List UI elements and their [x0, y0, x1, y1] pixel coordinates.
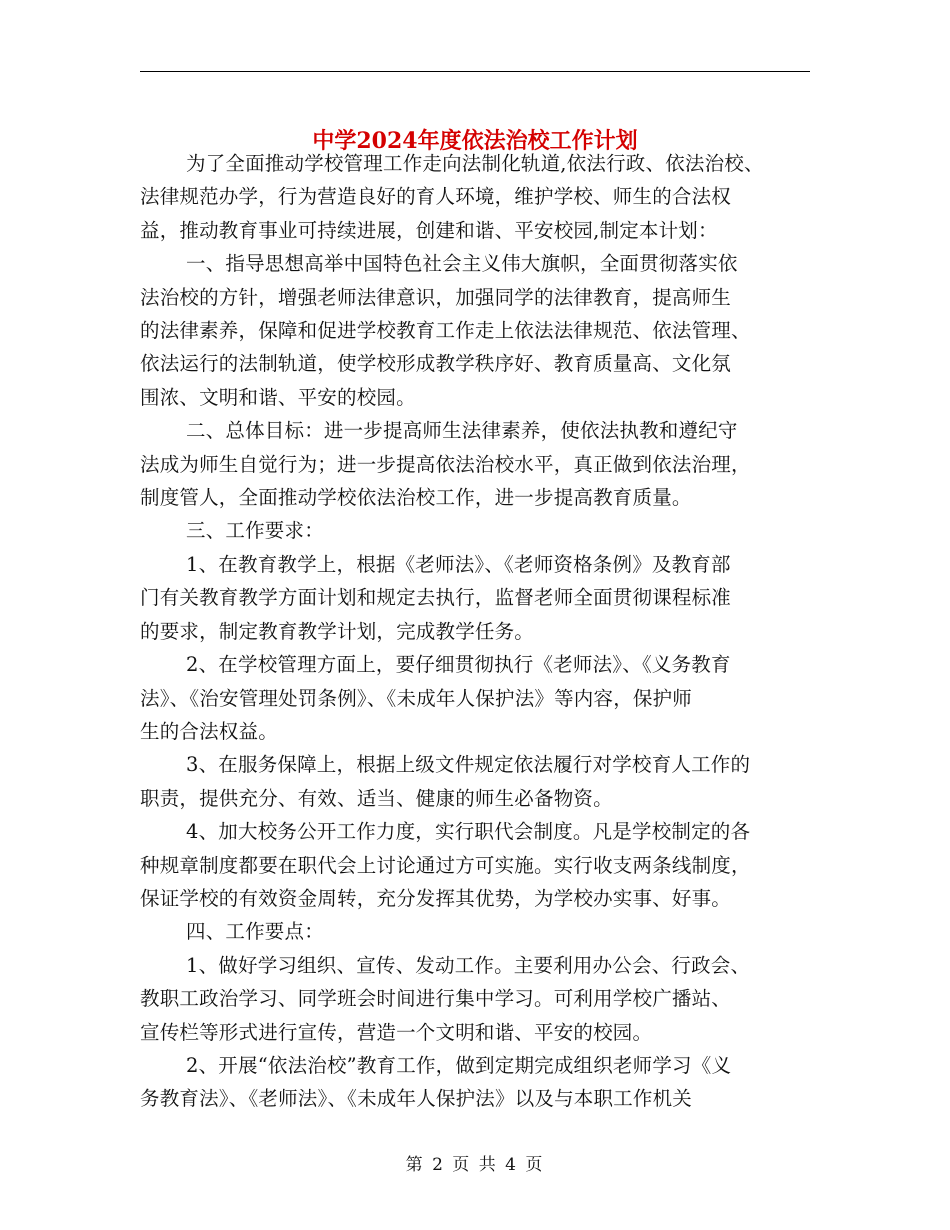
text-line: 门有关教育教学方面计划和规定去执行，监督老师全面贯彻课程标准	[140, 586, 732, 610]
text-line: 依法运行的法制轨道，使学校形成教学秩序好、教育质量高、文化氛	[140, 352, 732, 376]
document-body	[140, 147, 820, 1116]
text-line: 围浓、文明和谐、平安的校园。	[140, 385, 416, 409]
text-line: 3、在服务保障上，根据上级文件规定依法履行对学校育人工作的	[186, 753, 751, 777]
text-line: 法》、《治安管理处罚条例》、《未成年人保护法》等内容，保护师	[140, 686, 693, 710]
text-line: 1、做好学习组织、宣传、发动工作。主要利用办公会、行政会、	[186, 953, 751, 977]
paragraph-intro	[140, 147, 820, 247]
text-line: 的法律素养，保障和促进学校教育工作走上依法法律规范、依法管理、	[140, 319, 751, 343]
text-line: 一、指导思想高举中国特色社会主义伟大旗帜，全面贯彻落实依	[186, 252, 738, 276]
document-title: 中学2024年度依法治校工作计划	[312, 127, 638, 154]
text-line: 的要求，制定教育教学计划，完成教学任务。	[140, 619, 535, 643]
section-heading-work-requirements	[140, 514, 820, 547]
text-line: 保证学校的有效资金周转，充分发挥其优势，为学校办实事、好事。	[140, 886, 732, 910]
paragraph-requirement-1	[140, 548, 820, 648]
text-line: 务教育法》、《老师法》、《未成年人保护法》以及与本职工作机关	[140, 1087, 693, 1111]
paragraph-requirement-4	[140, 815, 820, 915]
section-heading-work-points	[140, 915, 820, 948]
text-line: 1、在教育教学上，根据《老师法》、《老师资格条例》及教育部	[186, 552, 731, 576]
text-line: 2、在学校管理方面上，要仔细贯彻执行《老师法》、《义务教育	[186, 653, 731, 677]
text-line: 四、工作要点：	[186, 920, 324, 944]
text-line: 种规章制度都要在职代会上讨论通过方可实施。实行收支两条线制度，	[140, 853, 751, 877]
text-line: 为了全面推动学校管理工作走向法制化轨道,依法行政、依法治校、	[186, 152, 764, 175]
text-line: 二、总体目标：进一步提高师生法律素养，使依法执教和遵纪守	[186, 419, 738, 443]
paragraph-point-2	[140, 1049, 820, 1116]
paragraph-point-1	[140, 949, 820, 1049]
text-line: 三、工作要求：	[186, 519, 324, 543]
header-rule	[140, 71, 810, 72]
text-line: 2、开展“依法治校”教育工作，做到定期完成组织老师学习《义	[186, 1053, 732, 1077]
paragraph-requirement-2	[140, 648, 820, 748]
text-line: 益，推动教育事业可持续进展，创建和谐、平安校园,制定本计划：	[140, 218, 718, 242]
text-line: 职责，提供充分、有效、适当、健康的师生必备物资。	[140, 786, 613, 810]
paragraph-overall-goal	[140, 414, 820, 514]
text-line: 法律规范办学，行为营造良好的育人环境，维护学校、师生的合法权	[140, 185, 732, 209]
paragraph-guiding-ideology	[140, 247, 820, 414]
text-line: 制度管人，全面推动学校依法治校工作，进一步提高教育质量。	[140, 486, 692, 510]
text-line: 法成为师生自觉行为；进一步提高依法治校水平，真正做到依法治理，	[140, 452, 751, 476]
text-line: 教职工政治学习、同学班会时间进行集中学习。可利用学校广播站、	[140, 987, 732, 1011]
text-line: 宣传栏等形式进行宣传，营造一个文明和谐、平安的校园。	[140, 1020, 653, 1044]
text-line: 法治校的方针，增强老师法律意识，加强同学的法律教育，提高师生	[140, 285, 732, 309]
text-line: 生的合法权益。	[140, 719, 278, 743]
text-line: 4、加大校务公开工作力度，实行职代会制度。凡是学校制定的各	[186, 820, 751, 844]
page-number-footer: 第 2 页 共 4 页	[405, 1155, 545, 1175]
paragraph-requirement-3	[140, 748, 820, 815]
